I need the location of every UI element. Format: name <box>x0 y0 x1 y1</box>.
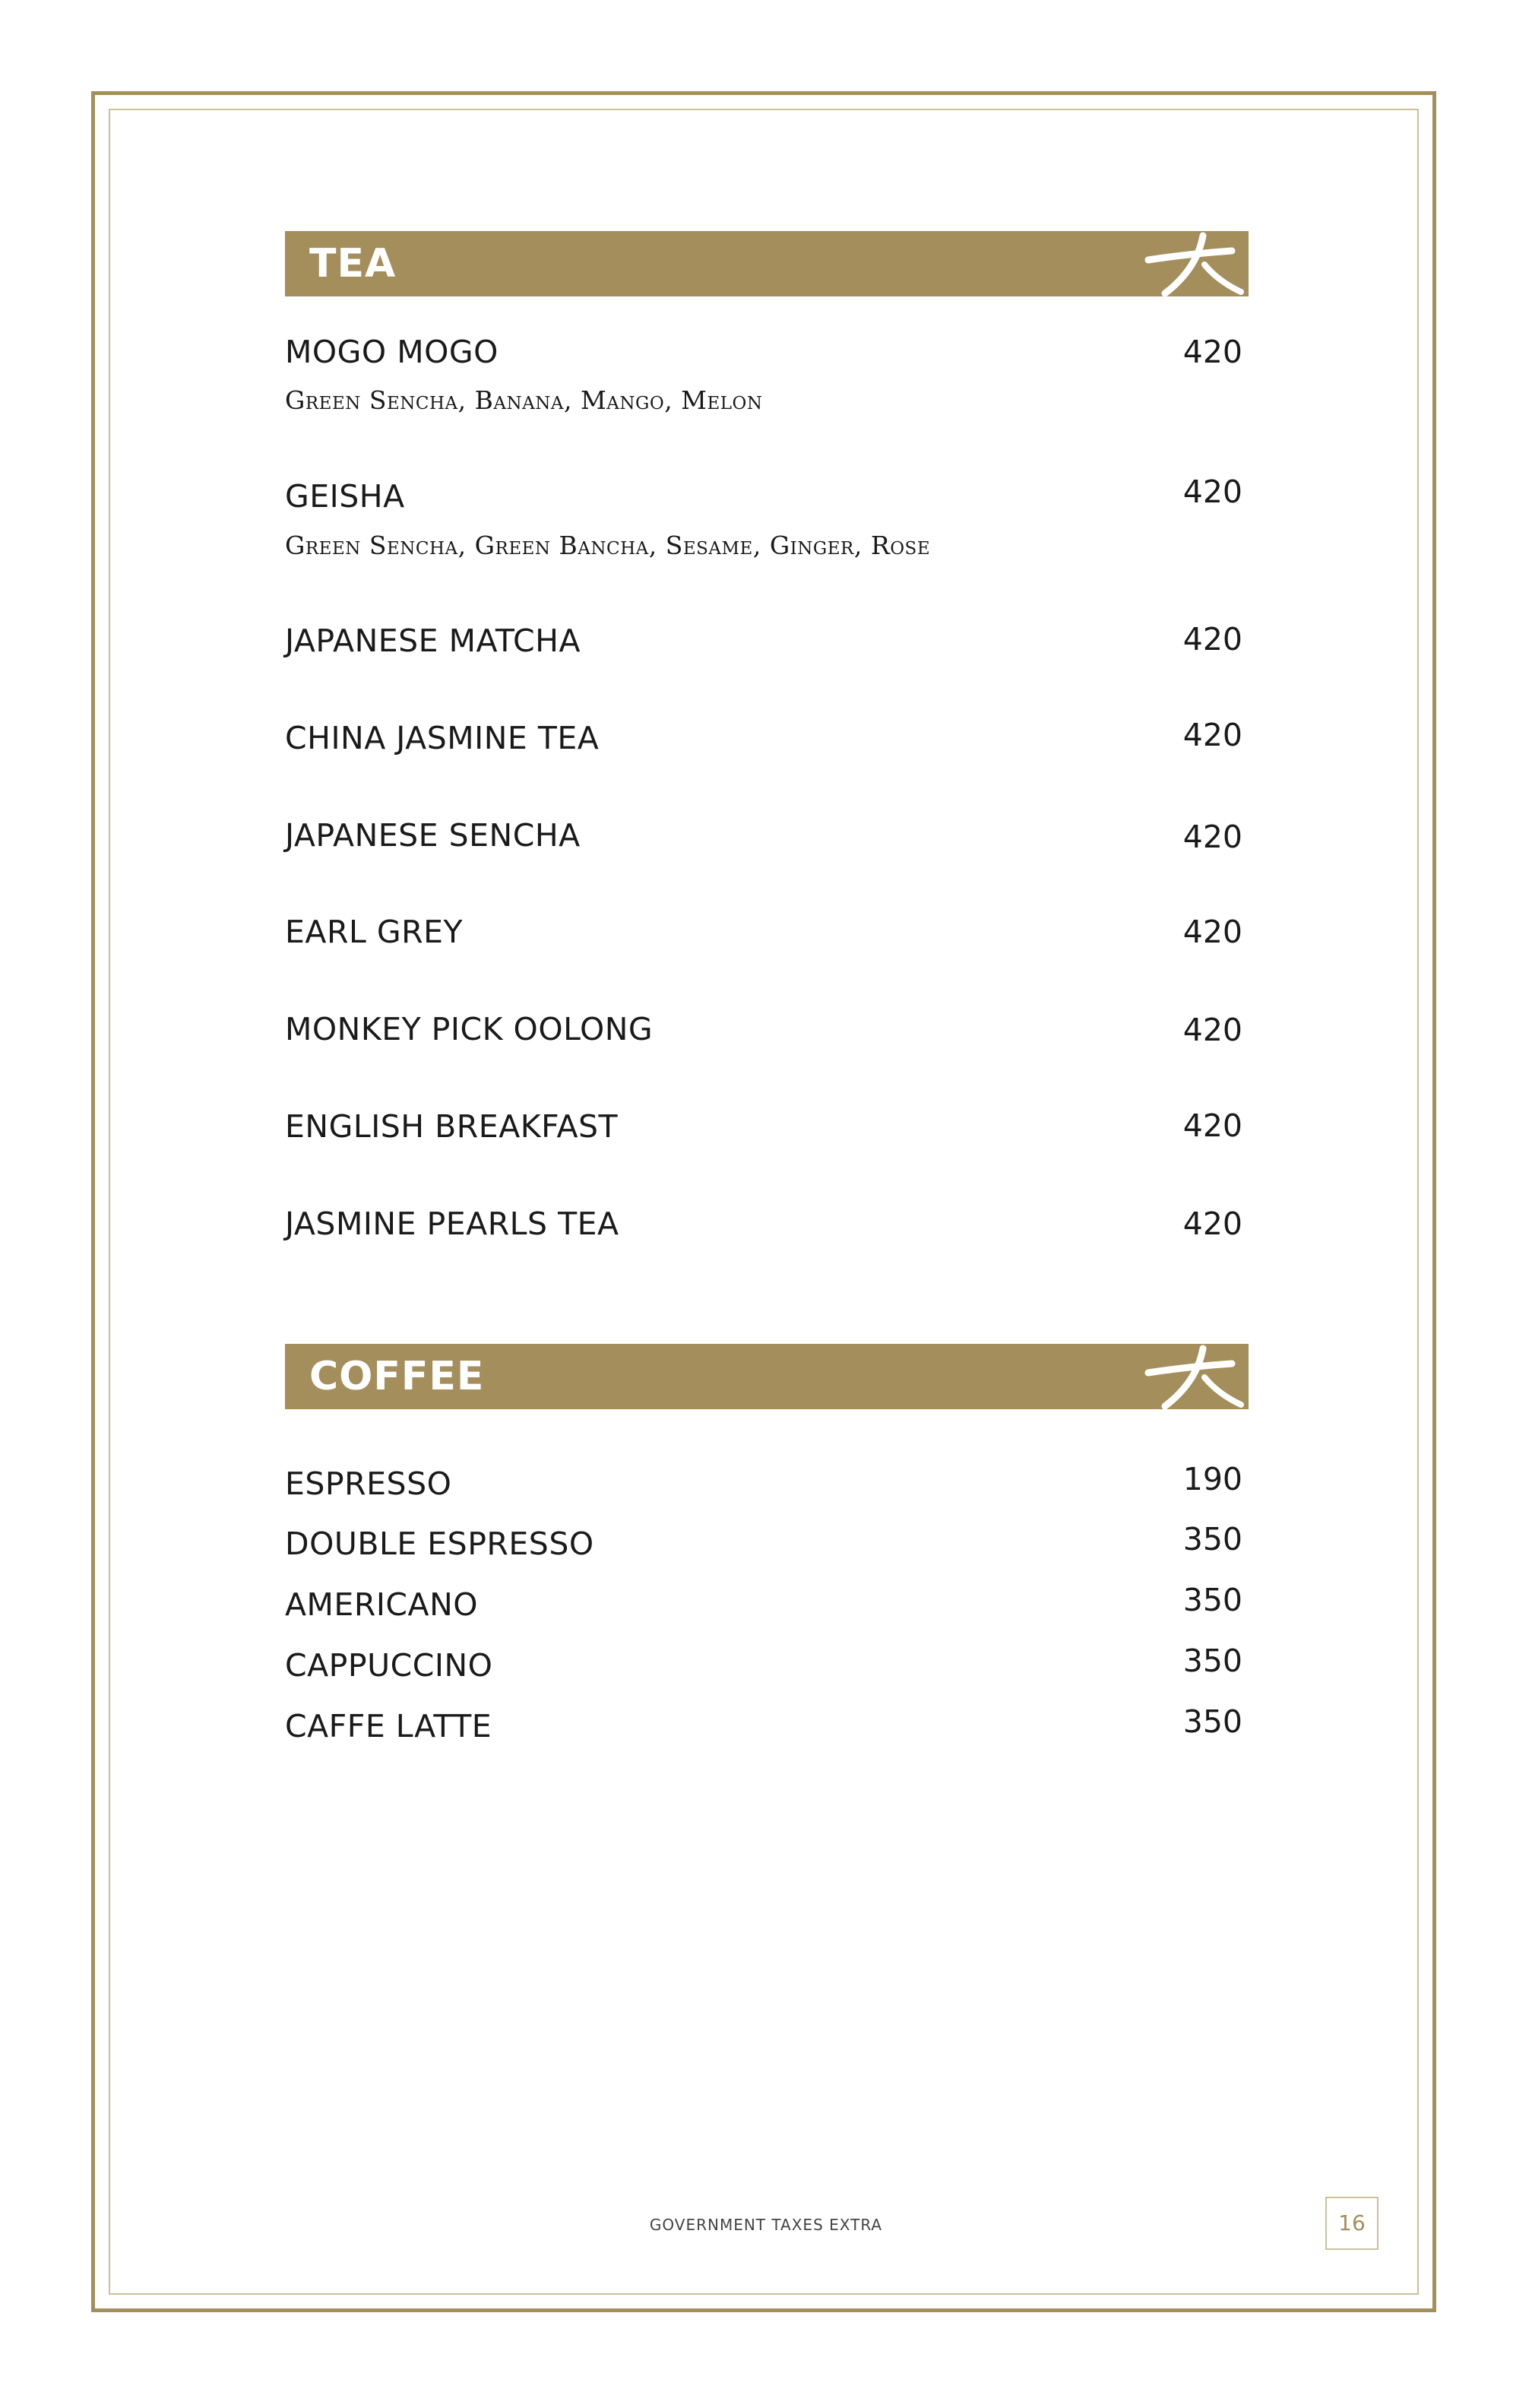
tea-item-name: CHINA JASMINE TEA <box>285 720 600 756</box>
tea-item-name: EARL GREY <box>285 914 464 950</box>
tea-item-price: 420 <box>1182 1107 1242 1144</box>
tea-item-name: JAPANESE SENCHA <box>285 817 581 854</box>
coffee-item-price: 350 <box>1182 1703 1242 1740</box>
kanji-brush-glyph-icon <box>1135 231 1249 296</box>
coffee-section-banner <box>285 1344 1249 1409</box>
tea-item-price: 420 <box>1182 914 1242 950</box>
coffee-item-price: 350 <box>1182 1582 1242 1618</box>
tea-item-price: 420 <box>1182 819 1242 855</box>
tea-item-price: 420 <box>1182 717 1242 753</box>
kanji-brush-glyph-icon <box>1135 1344 1249 1409</box>
tea-item-name: JASMINE PEARLS TEA <box>285 1206 619 1242</box>
coffee-section-title: COFFEE <box>309 1354 485 1399</box>
tea-item-name: GEISHA <box>285 478 405 515</box>
tea-item-name: JAPANESE MATCHA <box>285 623 581 659</box>
tea-item-price: 420 <box>1182 334 1242 370</box>
tea-item-name: ENGLISH BREAKFAST <box>285 1108 619 1145</box>
coffee-item-price: 350 <box>1182 1643 1242 1679</box>
tea-item-price: 420 <box>1182 474 1242 510</box>
tea-item-price: 420 <box>1182 621 1242 657</box>
tea-item-description: Green Sencha, Banana, Mango, Melon <box>285 385 763 415</box>
coffee-item-price: 190 <box>1182 1461 1242 1497</box>
coffee-item-name: ESPRESSO <box>285 1465 452 1502</box>
coffee-item-price: 350 <box>1182 1521 1242 1557</box>
page-number: 16 <box>1325 2197 1378 2250</box>
coffee-item-name: CAPPUCCINO <box>285 1647 493 1684</box>
tea-section-title: TEA <box>309 241 397 287</box>
tea-item-description: Green Sencha, Green Bancha, Sesame, Ginger, Rose <box>285 531 931 560</box>
tea-item-price: 420 <box>1182 1206 1242 1242</box>
coffee-item-name: DOUBLE ESPRESSO <box>285 1526 594 1562</box>
page-frame-inner <box>109 109 1419 2295</box>
tea-item-name: MOGO MOGO <box>285 334 499 370</box>
tea-item-price: 420 <box>1182 1012 1242 1048</box>
footer-note: GOVERNMENT TAXES EXTRA <box>649 2216 883 2234</box>
tea-item-name: MONKEY PICK OOLONG <box>285 1011 654 1047</box>
coffee-item-name: CAFFE LATTE <box>285 1708 492 1744</box>
tea-section-banner <box>285 231 1249 296</box>
coffee-item-name: AMERICANO <box>285 1586 479 1623</box>
